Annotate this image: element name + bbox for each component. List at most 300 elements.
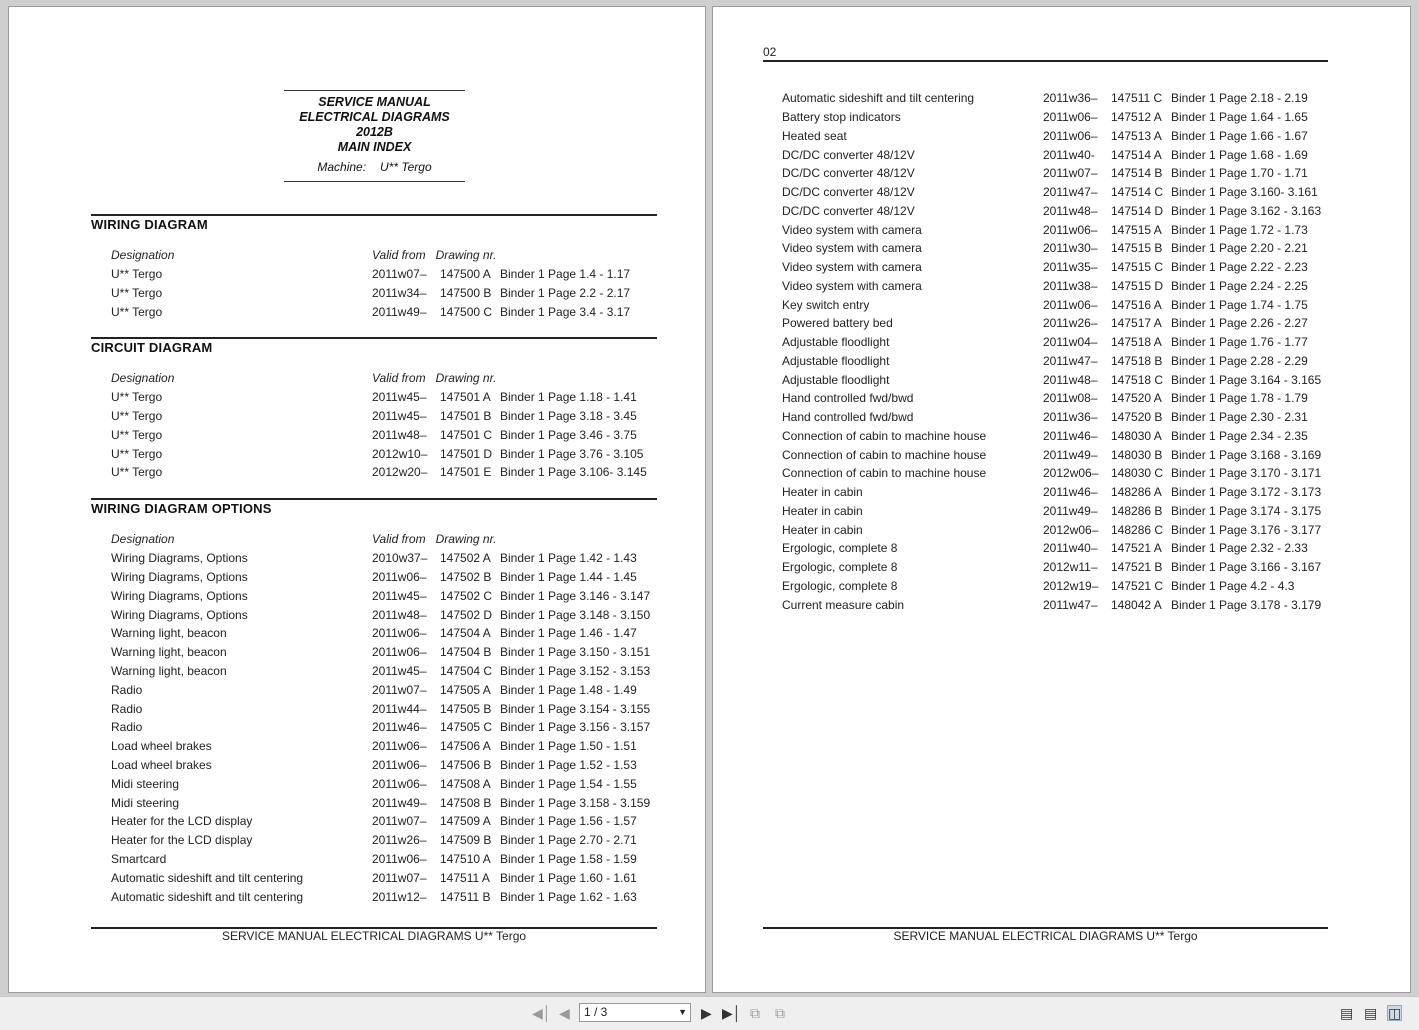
table-row — [782, 595, 1321, 614]
cell-drawing-nr: 148030 A — [1111, 428, 1162, 443]
cell-drawing-nr: 147502 A — [440, 551, 491, 566]
table-row — [782, 352, 1321, 371]
cell-binder-page: Binder 1 Page 1.56 - 1.57 — [500, 814, 637, 829]
cell-drawing-nr: 147521 A — [1111, 541, 1162, 556]
last-page-icon[interactable]: ▶│ — [722, 1005, 742, 1021]
cell-binder-page: Binder 1 Page 1.64 - 1.65 — [1171, 110, 1308, 125]
cell-binder-page: Binder 1 Page 2.30 - 2.31 — [1171, 410, 1308, 425]
table-row — [782, 464, 1321, 483]
header-designation: Designation — [111, 248, 175, 263]
cell-drawing-nr: 147505 A — [440, 682, 491, 697]
title-line-4: MAIN INDEX — [337, 140, 412, 154]
cell-valid-from: 2012w06– — [1043, 522, 1099, 537]
table-row — [111, 407, 647, 426]
table-row — [111, 444, 647, 463]
cell-designation: Warning light, beacon — [111, 663, 227, 678]
cell-designation: U** Tergo — [111, 304, 163, 319]
cell-designation: Automatic sideshift and tilt centering — [111, 889, 304, 904]
cell-designation: Adjustable floodlight — [782, 353, 890, 368]
cell-designation: Wiring Diagrams, Options — [111, 569, 248, 584]
table-row — [111, 756, 650, 775]
table-row — [111, 586, 650, 605]
cell-valid-from: 2011w49– — [1043, 503, 1098, 518]
cell-designation: Powered battery bed — [782, 316, 893, 331]
cell-binder-page: Binder 1 Page 3.18 - 3.45 — [500, 408, 637, 423]
cell-drawing-nr: 147518 C — [1111, 372, 1164, 387]
cell-binder-page: Binder 1 Page 3.160- 3.161 — [1171, 185, 1318, 200]
section-title: WIRING DIAGRAM OPTIONS — [91, 501, 272, 516]
cell-drawing-nr: 147505 C — [440, 720, 493, 735]
page-number-select[interactable] — [579, 1003, 691, 1022]
next-page-icon[interactable]: ▶ — [701, 1005, 712, 1021]
cell-valid-from: 2011w46– — [1043, 428, 1098, 443]
cell-designation: Video system with camera — [782, 222, 922, 237]
table-row — [111, 662, 650, 681]
cell-valid-from: 2011w30– — [1043, 241, 1098, 256]
cell-valid-from: 2011w49– — [372, 795, 427, 810]
cell-valid-from: 2012w06– — [1043, 466, 1099, 481]
table-row — [782, 277, 1321, 296]
table-row — [111, 737, 650, 756]
table-row — [782, 539, 1321, 558]
cell-binder-page: Binder 1 Page 3.106- 3.145 — [500, 465, 647, 480]
cell-drawing-nr: 147511 C — [1111, 91, 1163, 106]
cell-binder-page: Binder 1 Page 2.32 - 2.33 — [1171, 541, 1308, 556]
cell-designation: Connection of cabin to machine house — [782, 447, 987, 462]
header-valid-drawing — [372, 369, 647, 388]
cell-valid-from: 2011w07– — [372, 267, 427, 282]
cell-binder-page: Binder 1 Page 1.78 - 1.79 — [1171, 391, 1308, 406]
table-row — [111, 868, 650, 887]
cell-valid-from: 2011w06– — [1043, 110, 1098, 125]
cell-valid-from: 2011w44– — [372, 701, 427, 716]
two-page-icon[interactable]: ◫ — [1388, 1005, 1402, 1021]
cell-designation: U** Tergo — [111, 390, 163, 405]
single-page-icon[interactable]: ▤ — [1340, 1005, 1354, 1021]
machine-value: U** Tergo — [380, 160, 432, 174]
cell-designation: U** Tergo — [111, 408, 163, 423]
cell-binder-page: Binder 1 Page 2.2 - 2.17 — [500, 285, 631, 300]
table-row — [111, 302, 630, 321]
cell-drawing-nr: 147518 B — [1111, 353, 1163, 368]
cell-binder-page: Binder 1 Page 3.150 - 3.151 — [500, 645, 651, 660]
cell-binder-page: Binder 1 Page 4.2 - 4.3 — [1171, 578, 1295, 593]
table-row — [782, 127, 1321, 146]
cell-valid-from: 2012w20– — [372, 465, 428, 480]
cell-drawing-nr: 147504 C — [440, 663, 493, 678]
table-row — [111, 463, 647, 482]
cell-drawing-nr: 147514 D — [1111, 203, 1164, 218]
table-row — [111, 284, 630, 303]
header-valid-drawing — [372, 530, 650, 549]
cell-binder-page: Binder 1 Page 3.178 - 3.179 — [1171, 597, 1322, 612]
cell-drawing-nr: 147500 A — [440, 267, 491, 282]
section-wiring-diagram-options — [91, 498, 657, 906]
rotate-icon[interactable]: ⧉ — [750, 1005, 760, 1021]
cell-binder-page: Binder 1 Page 3.174 - 3.175 — [1171, 503, 1322, 518]
section-rule — [91, 214, 657, 216]
table-row — [111, 774, 650, 793]
cell-valid-from: 2011w49– — [1043, 447, 1098, 462]
table-header — [111, 369, 647, 388]
table-row — [111, 265, 630, 284]
cell-valid-from: 2011w35– — [1043, 260, 1098, 275]
table-row — [782, 577, 1321, 596]
title-rule-bottom — [284, 181, 465, 182]
cell-designation: Adjustable floodlight — [782, 372, 890, 387]
cell-binder-page: Binder 1 Page 1.72 - 1.73 — [1171, 222, 1308, 237]
cell-drawing-nr: 147520 A — [1111, 391, 1162, 406]
section-wiring-diagram — [91, 214, 657, 321]
cell-valid-from: 2011w26– — [1043, 316, 1098, 331]
table-row — [782, 558, 1321, 577]
cell-valid-from: 2011w34– — [372, 285, 427, 300]
index-table — [111, 530, 650, 906]
cell-valid-from: 2012w11– — [1043, 560, 1098, 575]
cell-designation: Ergologic, complete 8 — [782, 578, 898, 593]
cell-designation: U** Tergo — [111, 465, 163, 480]
cell-drawing-nr: 147514 B — [1111, 166, 1163, 181]
cell-binder-page: Binder 1 Page 2.22 - 2.23 — [1171, 260, 1308, 275]
table-row — [782, 520, 1321, 539]
cell-drawing-nr: 147502 B — [440, 569, 492, 584]
cell-valid-from: 2011w36– — [1043, 91, 1098, 106]
cell-drawing-nr: 147514 C — [1111, 185, 1164, 200]
cell-drawing-nr: 147504 A — [440, 626, 491, 641]
cell-drawing-nr: 148286 A — [1111, 485, 1162, 500]
cell-drawing-nr: 147515 C — [1111, 260, 1164, 275]
cell-valid-from: 2012w19– — [1043, 578, 1099, 593]
cell-designation: Connection of cabin to machine house — [782, 466, 987, 481]
cell-valid-from: 2011w06– — [1043, 222, 1098, 237]
cell-designation: Ergologic, complete 8 — [782, 541, 898, 556]
section-title: CIRCUIT DIAGRAM — [91, 340, 213, 355]
section-rule — [91, 498, 657, 500]
first-page-icon[interactable]: ◀│ — [532, 1005, 552, 1021]
cell-designation: Heater in cabin — [782, 485, 863, 500]
cell-valid-from: 2011w26– — [372, 833, 427, 848]
cell-binder-page: Binder 1 Page 1.68 - 1.69 — [1171, 147, 1308, 162]
cell-binder-page: Binder 1 Page 1.76 - 1.77 — [1171, 335, 1308, 350]
table-row — [782, 483, 1321, 502]
cell-designation: Video system with camera — [782, 260, 922, 275]
cell-drawing-nr: 147502 C — [440, 588, 493, 603]
cell-drawing-nr: 147506 A — [440, 739, 491, 754]
cell-binder-page: Binder 1 Page 1.48 - 1.49 — [500, 682, 637, 697]
cell-binder-page: Binder 1 Page 2.70 - 2.71 — [500, 833, 637, 848]
table-row — [782, 427, 1321, 446]
cell-valid-from: 2011w06– — [372, 757, 427, 772]
title-line-1: SERVICE MANUAL — [318, 95, 431, 109]
cell-valid-from: 2011w06– — [372, 569, 427, 584]
cell-drawing-nr: 147500 C — [440, 304, 493, 319]
cell-designation: Heater in cabin — [782, 503, 863, 518]
cell-binder-page: Binder 1 Page 1.52 - 1.53 — [500, 757, 637, 772]
cell-binder-page: Binder 1 Page 3.76 - 3.105 — [500, 446, 644, 461]
cell-designation: Current measure cabin — [782, 597, 905, 612]
cell-binder-page: Binder 1 Page 3.172 - 3.173 — [1171, 485, 1322, 500]
machine-line — [284, 160, 465, 175]
cell-designation: Hand controlled fwd/bwd — [782, 410, 914, 425]
cell-binder-page: Binder 1 Page 1.46 - 1.47 — [500, 626, 637, 641]
page-footer: SERVICE MANUAL ELECTRICAL DIAGRAMS U** Tergo — [893, 929, 1198, 943]
cell-binder-page: Binder 1 Page 1.66 - 1.67 — [1171, 128, 1308, 143]
cell-valid-from: 2011w07– — [372, 814, 427, 829]
cell-drawing-nr: 147509 A — [440, 814, 491, 829]
cell-designation: Ergologic, complete 8 — [782, 560, 898, 575]
header-rule — [763, 60, 1328, 62]
cell-drawing-nr: 147501 C — [440, 427, 493, 442]
cell-drawing-nr: 147517 A — [1111, 316, 1162, 331]
cell-binder-page: Binder 1 Page 1.74 - 1.75 — [1171, 297, 1308, 312]
cell-designation: Hand controlled fwd/bwd — [782, 391, 914, 406]
cell-designation: DC/DC converter 48/12V — [782, 185, 915, 200]
cell-designation: Wiring Diagrams, Options — [111, 607, 248, 622]
cell-valid-from: 2011w40– — [1043, 541, 1098, 556]
header-valid-from: Valid from — [372, 248, 426, 263]
cell-drawing-nr: 147515 D — [1111, 278, 1164, 293]
table-row — [111, 605, 650, 624]
cell-designation: Adjustable floodlight — [782, 335, 890, 350]
page-number: 02 — [763, 45, 777, 59]
table-row — [782, 333, 1321, 352]
table-row — [111, 718, 650, 737]
cell-binder-page: Binder 1 Page 3.162 - 3.163 — [1171, 203, 1322, 218]
cell-binder-page: Binder 1 Page 2.28 - 2.29 — [1171, 353, 1308, 368]
cell-drawing-nr: 147521 B — [1111, 560, 1163, 575]
table-header — [111, 246, 630, 265]
cell-designation: Heated seat — [782, 128, 847, 143]
cell-drawing-nr: 147510 A — [440, 851, 491, 866]
table-row — [782, 445, 1321, 464]
cell-designation: U** Tergo — [111, 267, 163, 282]
cell-binder-page: Binder 1 Page 2.26 - 2.27 — [1171, 316, 1308, 331]
cell-designation: Battery stop indicators — [782, 110, 901, 125]
index-table — [111, 246, 630, 321]
cell-valid-from: 2011w48– — [372, 427, 427, 442]
cell-designation: Warning light, beacon — [111, 626, 227, 641]
title-line-2: ELECTRICAL DIAGRAMS — [299, 110, 450, 124]
table-row — [111, 680, 650, 699]
table-row — [782, 164, 1321, 183]
section-circuit-diagram — [91, 337, 657, 482]
title-line-3: 2012B — [356, 125, 393, 139]
page-footer: SERVICE MANUAL ELECTRICAL DIAGRAMS U** Tergo — [221, 929, 527, 943]
cell-binder-page: Binder 1 Page 3.164 - 3.165 — [1171, 372, 1322, 387]
cell-valid-from: 2011w07– — [372, 682, 427, 697]
cell-binder-page: Binder 1 Page 3.176 - 3.177 — [1171, 522, 1322, 537]
cell-drawing-nr: 147508 A — [440, 776, 491, 791]
cell-designation: DC/DC converter 48/12V — [782, 166, 915, 181]
cell-designation: Radio — [111, 682, 143, 697]
cell-binder-page: Binder 1 Page 1.54 - 1.55 — [500, 776, 637, 791]
section-rule — [91, 337, 657, 339]
section-title: WIRING DIAGRAM — [91, 217, 208, 232]
cell-drawing-nr: 147515 A — [1111, 222, 1162, 237]
title-block — [284, 90, 465, 182]
cell-designation: Video system with camera — [782, 278, 922, 293]
header-valid-drawing — [372, 246, 630, 265]
table-row — [782, 408, 1321, 427]
cell-drawing-nr: 148286 C — [1111, 522, 1164, 537]
cell-valid-from: 2011w45– — [372, 663, 427, 678]
cell-valid-from: 2012w10– — [372, 446, 428, 461]
cell-drawing-nr: 147509 B — [440, 833, 492, 848]
cell-valid-from: 2011w49– — [372, 304, 427, 319]
cell-valid-from: 2011w45– — [372, 390, 427, 405]
cell-drawing-nr: 147505 B — [440, 701, 492, 716]
cell-drawing-nr: 147504 B — [440, 645, 492, 660]
table-row — [782, 370, 1321, 389]
cell-drawing-nr: 147501 B — [440, 408, 492, 423]
cell-valid-from: 2011w08– — [1043, 391, 1098, 406]
cell-binder-page: Binder 1 Page 3.152 - 3.153 — [500, 663, 651, 678]
table-row — [782, 183, 1321, 202]
cell-drawing-nr: 147511 B — [440, 889, 491, 904]
cell-binder-page: Binder 1 Page 3.148 - 3.150 — [500, 607, 651, 622]
cell-valid-from: 2011w45– — [372, 408, 427, 423]
cell-drawing-nr: 147508 B — [440, 795, 492, 810]
table-row — [782, 239, 1321, 258]
table-row — [111, 850, 650, 869]
cell-binder-page: Binder 1 Page 3.168 - 3.169 — [1171, 447, 1322, 462]
cell-designation: Video system with camera — [782, 241, 922, 256]
header-drawing-nr: Drawing nr. — [435, 532, 497, 547]
table-row — [111, 568, 650, 587]
cell-designation: Radio — [111, 701, 143, 716]
table-header — [111, 530, 650, 549]
cell-drawing-nr: 147512 A — [1111, 110, 1162, 125]
cell-binder-page: Binder 1 Page 2.34 - 2.35 — [1171, 428, 1308, 443]
table-row — [111, 643, 650, 662]
cell-designation: Wiring Diagrams, Options — [111, 588, 248, 603]
cell-binder-page: Binder 1 Page 1.50 - 1.51 — [500, 739, 637, 754]
cell-binder-page: Binder 1 Page 3.46 - 3.75 — [500, 427, 637, 442]
viewer-toolbar — [0, 996, 1419, 1030]
cell-valid-from: 2011w07– — [372, 870, 427, 885]
cell-drawing-nr: 147500 B — [440, 285, 492, 300]
cell-binder-page: Binder 1 Page 1.4 - 1.17 — [500, 267, 631, 282]
cell-designation: Midi steering — [111, 795, 180, 810]
cell-valid-from: 2011w06– — [372, 851, 427, 866]
cell-drawing-nr: 147514 A — [1111, 147, 1162, 162]
table-row — [111, 624, 650, 643]
table-row — [111, 887, 650, 906]
cell-binder-page: Binder 1 Page 3.156 - 3.157 — [500, 720, 651, 735]
cell-binder-page: Binder 1 Page 1.44 - 1.45 — [500, 569, 637, 584]
table-row — [111, 388, 647, 407]
cell-valid-from: 2011w48– — [1043, 203, 1098, 218]
cell-designation: Heater for the LCD display — [111, 833, 253, 848]
cell-valid-from: 2011w46– — [1043, 485, 1098, 500]
cell-designation: DC/DC converter 48/12V — [782, 147, 915, 162]
table-row — [111, 549, 650, 568]
cell-binder-page: Binder 1 Page 2.20 - 2.21 — [1171, 241, 1308, 256]
cell-drawing-nr: 148030 B — [1111, 447, 1163, 462]
cell-designation: Connection of cabin to machine house — [782, 428, 987, 443]
table-row — [111, 831, 650, 850]
table-row — [782, 258, 1321, 277]
cell-designation: U** Tergo — [111, 285, 163, 300]
header-designation: Designation — [111, 532, 175, 547]
index-table — [111, 369, 647, 482]
cell-designation: Load wheel brakes — [111, 739, 212, 754]
cell-designation: Midi steering — [111, 776, 180, 791]
cell-valid-from: 2011w48– — [372, 607, 427, 622]
document-page-2 — [712, 6, 1411, 993]
cell-binder-page: Binder 1 Page 3.166 - 3.167 — [1171, 560, 1322, 575]
cell-valid-from: 2011w07– — [1043, 166, 1098, 181]
cell-binder-page: Binder 1 Page 1.62 - 1.63 — [500, 889, 637, 904]
cell-drawing-nr: 147516 A — [1111, 297, 1162, 312]
cell-valid-from: 2011w12– — [372, 889, 427, 904]
table-row — [782, 145, 1321, 164]
fit-icon[interactable]: ⧉ — [775, 1005, 785, 1021]
cell-drawing-nr: 147506 B — [440, 757, 492, 772]
cell-binder-page: Binder 1 Page 3.146 - 3.147 — [500, 588, 651, 603]
cell-valid-from: 2010w37– — [372, 551, 428, 566]
cell-drawing-nr: 147501 E — [440, 465, 492, 480]
cell-valid-from: 2011w40- — [1043, 147, 1095, 162]
page-indicator: 1 / 3 — [584, 1005, 608, 1019]
table-row — [782, 202, 1321, 221]
machine-label: Machine: — [317, 160, 367, 174]
cell-drawing-nr: 147520 B — [1111, 410, 1163, 425]
header-valid-from: Valid from — [372, 371, 426, 386]
cell-drawing-nr: 148030 C — [1111, 466, 1164, 481]
cell-designation: U** Tergo — [111, 446, 163, 461]
cell-binder-page: Binder 1 Page 1.42 - 1.43 — [500, 551, 637, 566]
cell-valid-from: 2011w06– — [372, 626, 427, 641]
table-row — [111, 812, 650, 831]
table-row — [111, 699, 650, 718]
document-page-1 — [8, 6, 706, 993]
cell-drawing-nr: 147501 A — [440, 390, 491, 405]
cell-valid-from: 2011w48– — [1043, 372, 1098, 387]
cell-drawing-nr: 148286 B — [1111, 503, 1163, 518]
prev-page-icon[interactable]: ◀ — [559, 1005, 570, 1021]
cell-binder-page: Binder 1 Page 2.18 - 2.19 — [1171, 91, 1308, 106]
table-row — [111, 425, 647, 444]
cell-designation: Heater in cabin — [782, 522, 863, 537]
header-drawing-nr: Drawing nr. — [435, 371, 497, 386]
continuous-icon[interactable]: ▤ — [1364, 1005, 1378, 1021]
table-row — [782, 502, 1321, 521]
cell-designation: Warning light, beacon — [111, 645, 227, 660]
cell-valid-from: 2011w06– — [372, 645, 427, 660]
cell-binder-page: Binder 1 Page 1.58 - 1.59 — [500, 851, 637, 866]
cell-valid-from: 2011w47– — [1043, 185, 1098, 200]
cell-valid-from: 2011w45– — [372, 588, 427, 603]
cell-designation: Automatic sideshift and tilt centering — [782, 91, 975, 106]
table-row — [782, 314, 1321, 333]
cell-binder-page: Binder 1 Page 3.170 - 3.171 — [1171, 466, 1322, 481]
table-row — [111, 793, 650, 812]
cell-valid-from: 2011w06– — [372, 776, 427, 791]
cell-drawing-nr: 147511 A — [440, 870, 490, 885]
cell-designation: U** Tergo — [111, 427, 163, 442]
table-row — [782, 389, 1321, 408]
header-valid-from: Valid from — [372, 532, 426, 547]
cell-valid-from: 2011w06– — [1043, 128, 1098, 143]
cell-binder-page: Binder 1 Page 3.154 - 3.155 — [500, 701, 651, 716]
cell-drawing-nr: 147521 C — [1111, 578, 1164, 593]
table-row — [782, 108, 1321, 127]
cell-valid-from: 2011w04– — [1043, 335, 1098, 350]
cell-designation: Key switch entry — [782, 297, 870, 312]
cell-drawing-nr: 147501 D — [440, 446, 493, 461]
table-row — [782, 89, 1321, 108]
